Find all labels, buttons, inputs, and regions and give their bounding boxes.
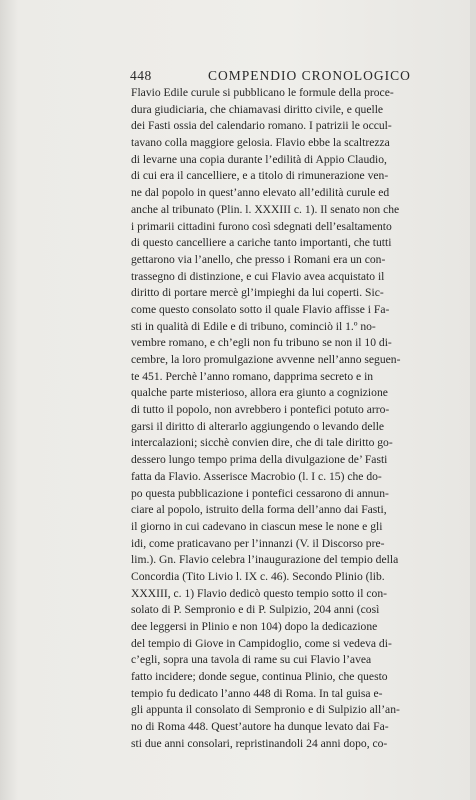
text-line: te 451. Perchè l’anno romano, dapprima secreto e in — [131, 369, 374, 383]
text-line: di levarne una copia durante l’edilità di Appio Claudio, — [131, 152, 387, 166]
text-line: tempio fu dedicato l’anno 448 di Roma. In tal guisa e- — [131, 686, 383, 700]
text-line: sti due anni consolari, repristinandoli 24 anni dopo, co- — [131, 736, 388, 750]
text-line: gli appunta il consolato di Sempronio e di Sulpizio all’an- — [131, 703, 400, 717]
text-line: come questo consolato sotto il quale Flavio affisse i Fa- — [131, 302, 390, 316]
text-line: gettarono via l’anello, che presso i Romani era un con- — [131, 252, 386, 266]
text-line: po questa pubblicazione i pontefici cessarono di annun- — [131, 486, 389, 500]
text-line: il giorno in cui cadevano in ciascun mese le none e gli — [131, 519, 383, 533]
text-line: tavano colla maggiore gelosia. Flavio ebbe la scaltrezza — [131, 136, 390, 150]
page-header — [130, 68, 430, 84]
text-line: ciare al popolo, istruito della forma dell’anno dai Fasti, — [131, 503, 387, 517]
text-line: trassegno di distinzione, e cui Flavio avea acquistato il — [131, 269, 385, 283]
text-line: dei Fasti ossia del calendario romano. I patrizii le occul- — [131, 119, 392, 133]
text-line: dessero lungo tempo prima della divulgazione de’ Fasti — [131, 453, 388, 467]
body-text — [131, 85, 429, 753]
text-line: intercalazioni; sicchè convien dire, che di tale diritto go- — [131, 436, 393, 450]
text-line: dee leggersi in Plinio e non 104) dopo la dedicazione — [131, 620, 378, 633]
text-line: c’egli, sopra una tavola di rame su cui Flavio l’avea — [131, 653, 372, 667]
text-line: diritto di portare mercè gl’impieghi da lui coperti. Sic- — [131, 286, 384, 300]
text-line: i primarii cittadini furono così sdegnati dell’esaltamento — [131, 219, 392, 233]
text-line: qualche parte misterioso, allora era giunto a cognizione — [131, 386, 388, 400]
text-line: ne dal popolo in quest’anno elevato all’edilità curule ed — [131, 186, 390, 200]
running-title: COMPENDIO CRONOLOGICO — [208, 68, 411, 83]
text-line: no di Roma 448. Quest’autore ha dunque levato dai Fa- — [131, 720, 389, 734]
text-line: dura giudiciaria, che chiamavasi diritto civile, e quelle — [131, 102, 384, 116]
text-line: lim.). Gn. Flavio celebra l’inaugurazione del tempio della — [131, 553, 399, 567]
text-line: XXXIII, c. 1) Flavio dedicò questo tempio sotto il con- — [131, 586, 387, 600]
text-line: Concordia (Tito Livio l. IX c. 46). Secondo Plinio (lib. — [131, 569, 385, 583]
text-line: sti in qualità di Edile e di tribuno, cominciò il 1.º no- — [131, 319, 376, 333]
text-line: di questo cancelliere a cariche tanto importanti, che tutti — [131, 236, 392, 250]
text-line: vembre romano, e ch’egli non fu tribuno se non il 10 di- — [131, 336, 392, 350]
text-line: solato di P. Sempronio e di P. Sulpizio, 204 anni (così — [131, 603, 380, 617]
text-line: di cui era il cancelliere, e a titolo di rimunerazione ven- — [131, 169, 389, 183]
text-line: cembre, la loro promulgazione avvenne nell’anno seguen- — [131, 353, 401, 366]
text-line: fatta da Flavio. Asserisce Macrobio (l. I c. 15) che do- — [131, 469, 382, 483]
page-edge — [470, 0, 476, 800]
text-line: anche al tribunato (Plin. l. XXXIII c. 1). Il senato non che — [131, 202, 400, 216]
page-number: 448 — [130, 68, 152, 83]
text-line: idi, come praticavano per l’innanzi (V. il Discorso pre- — [131, 536, 385, 550]
text-line: garsi il diritto di alterarlo aggiungendo o levando delle — [131, 419, 385, 433]
text-line: Flavio Edile curule si pubblicano le formule della proce- — [131, 86, 394, 99]
text-line: fatto incidere; donde segue, continua Plinio, che questo — [131, 670, 388, 684]
text-line: di tutto il popolo, non avrebbero i pontefici potuto arro- — [131, 403, 390, 417]
text-line: del tempio di Giove in Campidoglio, come si vedeva di- — [131, 636, 392, 650]
